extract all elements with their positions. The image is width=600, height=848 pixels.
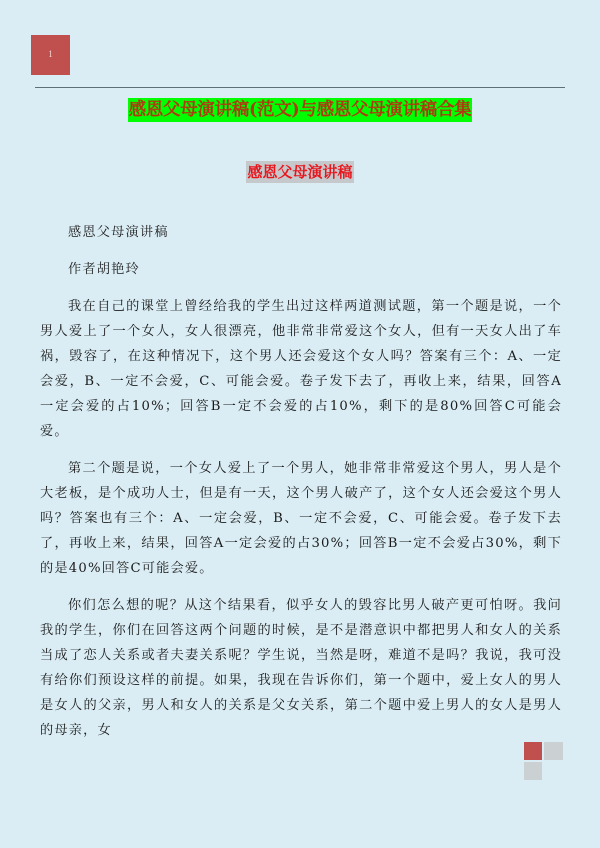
page-number-badge <box>31 35 70 75</box>
title-container <box>0 98 600 122</box>
heading-line: 感恩父母演讲稿 <box>68 225 169 240</box>
document-title: 感恩父母演讲稿(范文)与感恩父母演讲稿合集 <box>128 100 472 120</box>
header-divider <box>35 87 565 88</box>
decorative-square-gray <box>544 742 563 760</box>
decorative-square-red <box>524 742 542 760</box>
decorative-square-gray <box>524 762 542 780</box>
document-subtitle: 感恩父母演讲稿 <box>247 163 353 181</box>
paragraph: 我在自己的课堂上曾经给我的学生出过这样两道测试题，第一个题是说，一个男人爱上了一个女人，女人很漂亮，他非常非常爱这个女人，但有一天女人出了车祸，毁容了，在这种情况下，这个男人还会爱这个女人吗？答案有三个：A、一定会爱，B、一定不会爱，C、可能会爱。卷子发下去了，再收上来，结果，回答A一定会爱的占10%；回答B一定不会爱的占10%，剩下的是80%回答C可能会爱。 <box>40 299 562 439</box>
subtitle-container <box>0 161 600 183</box>
paragraph: 你们怎么想的呢？从这个结果看，似乎女人的毁容比男人破产更可怕呀。我问我的学生，你们在回答这两个问题的时候，是不是潜意识中都把男人和女人的关系当成了恋人关系或者夫妻关系呢？学生说，当然是呀，难道不是吗？我说，我可没有给你们预设这样的前提。如果，我现在告诉你们，第一个题中，爱上女人的男人是女人的父亲，男人和女人的关系是父女关系，第二个题中爱上男人的女人是男人的母亲，女 <box>40 598 562 738</box>
paragraph: 第二个题是说，一个女人爱上了一个男人，她非常非常爱这个男人，男人是个大老板，是个成功人士，但是有一天，这个男人破产了，这个女人还会爱这个男人吗？答案也有三个：A、一定会爱，B、一定不会爱，C、可能会爱。卷子发下去了，再收上来，结果，回答A一定会爱的占30%；回答B一定不会爱占30%，剩下的是40%回答C可能会爱。 <box>40 461 562 576</box>
page-number: 1 <box>48 49 53 59</box>
document-body <box>40 220 562 755</box>
author-line: 作者胡艳玲 <box>68 262 140 277</box>
